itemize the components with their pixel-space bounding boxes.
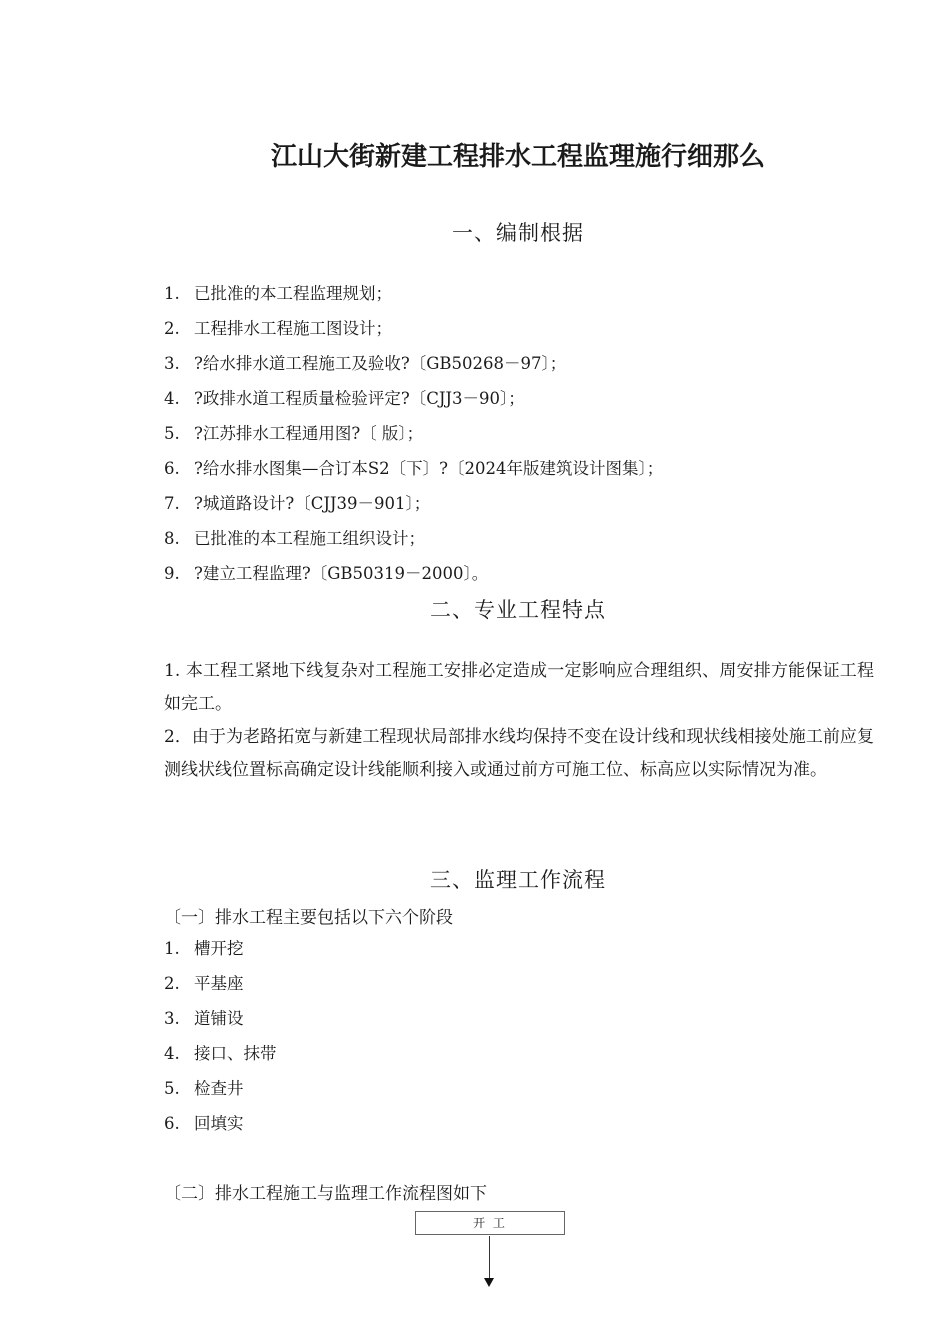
- list-item: 5. ?江苏排水工程通用图?〔 版〕；: [164, 424, 424, 443]
- list-item: 4. 接口、抹带: [164, 1044, 277, 1063]
- list-item: 7. ?城道路设计?〔CJJ39－901〕；: [164, 494, 431, 513]
- list-item: 8. 已批准的本工程施工组织设计；: [164, 529, 425, 548]
- list-item: 1. 槽开挖: [164, 939, 244, 958]
- list-item: 9. ?建立工程监理?〔GB50319－2000〕。: [164, 564, 489, 583]
- paragraph: 2．由于为老路拓宽与新建工程现状局部排水线均保持不变在设计线和现状线相接处施工前应复测线状线位置标高确定设计线能顺利接入或通过前方可施工位、标高应以实际情况为准。: [164, 727, 874, 780]
- arrow-down-icon: [484, 1278, 494, 1287]
- flowchart-start-box: 开 工: [415, 1211, 565, 1235]
- list-item: 3. 道铺设: [164, 1009, 244, 1028]
- flowchart-connector: [489, 1236, 490, 1280]
- list-item: 6. 回填实: [164, 1114, 244, 1133]
- paragraph: 1. 本工程工紧地下线复杂对工程施工安排必定造成一定影响应合理组织、周安排方能保证工程如完工。: [164, 661, 874, 714]
- stages-list: [164, 931, 277, 1141]
- document-title: 江山大街新建工程排水工程监理施行细那么: [270, 142, 765, 172]
- basis-list: [164, 276, 663, 591]
- list-item: 3. ?给水排水道工程施工及验收?〔GB50268－97〕；: [164, 354, 567, 373]
- sub-heading-stages: 〔一〕排水工程主要包括以下六个阶段: [164, 908, 453, 928]
- section-heading-features: 二、专业工程特点: [430, 598, 606, 622]
- list-item: 2. 平基座: [164, 974, 244, 993]
- sub-heading-flowchart: 〔二〕排水工程施工与监理工作流程图如下: [164, 1184, 487, 1204]
- list-item: 2. 工程排水工程施工图设计；: [164, 319, 392, 338]
- list-item: 4. ?政排水道工程质量检验评定?〔CJJ3－90〕；: [164, 389, 525, 408]
- list-item: 6. ?给水排水图集—合订本S2〔下〕?〔2024年版建筑设计图集〕；: [164, 459, 664, 478]
- section-heading-basis: 一、编制根据: [452, 221, 584, 245]
- section-heading-workflow: 三、监理工作流程: [430, 868, 606, 892]
- list-item: 1. 已批准的本工程监理规划；: [164, 284, 392, 303]
- features-body: [164, 655, 874, 787]
- list-item: 5. 检查井: [164, 1079, 244, 1098]
